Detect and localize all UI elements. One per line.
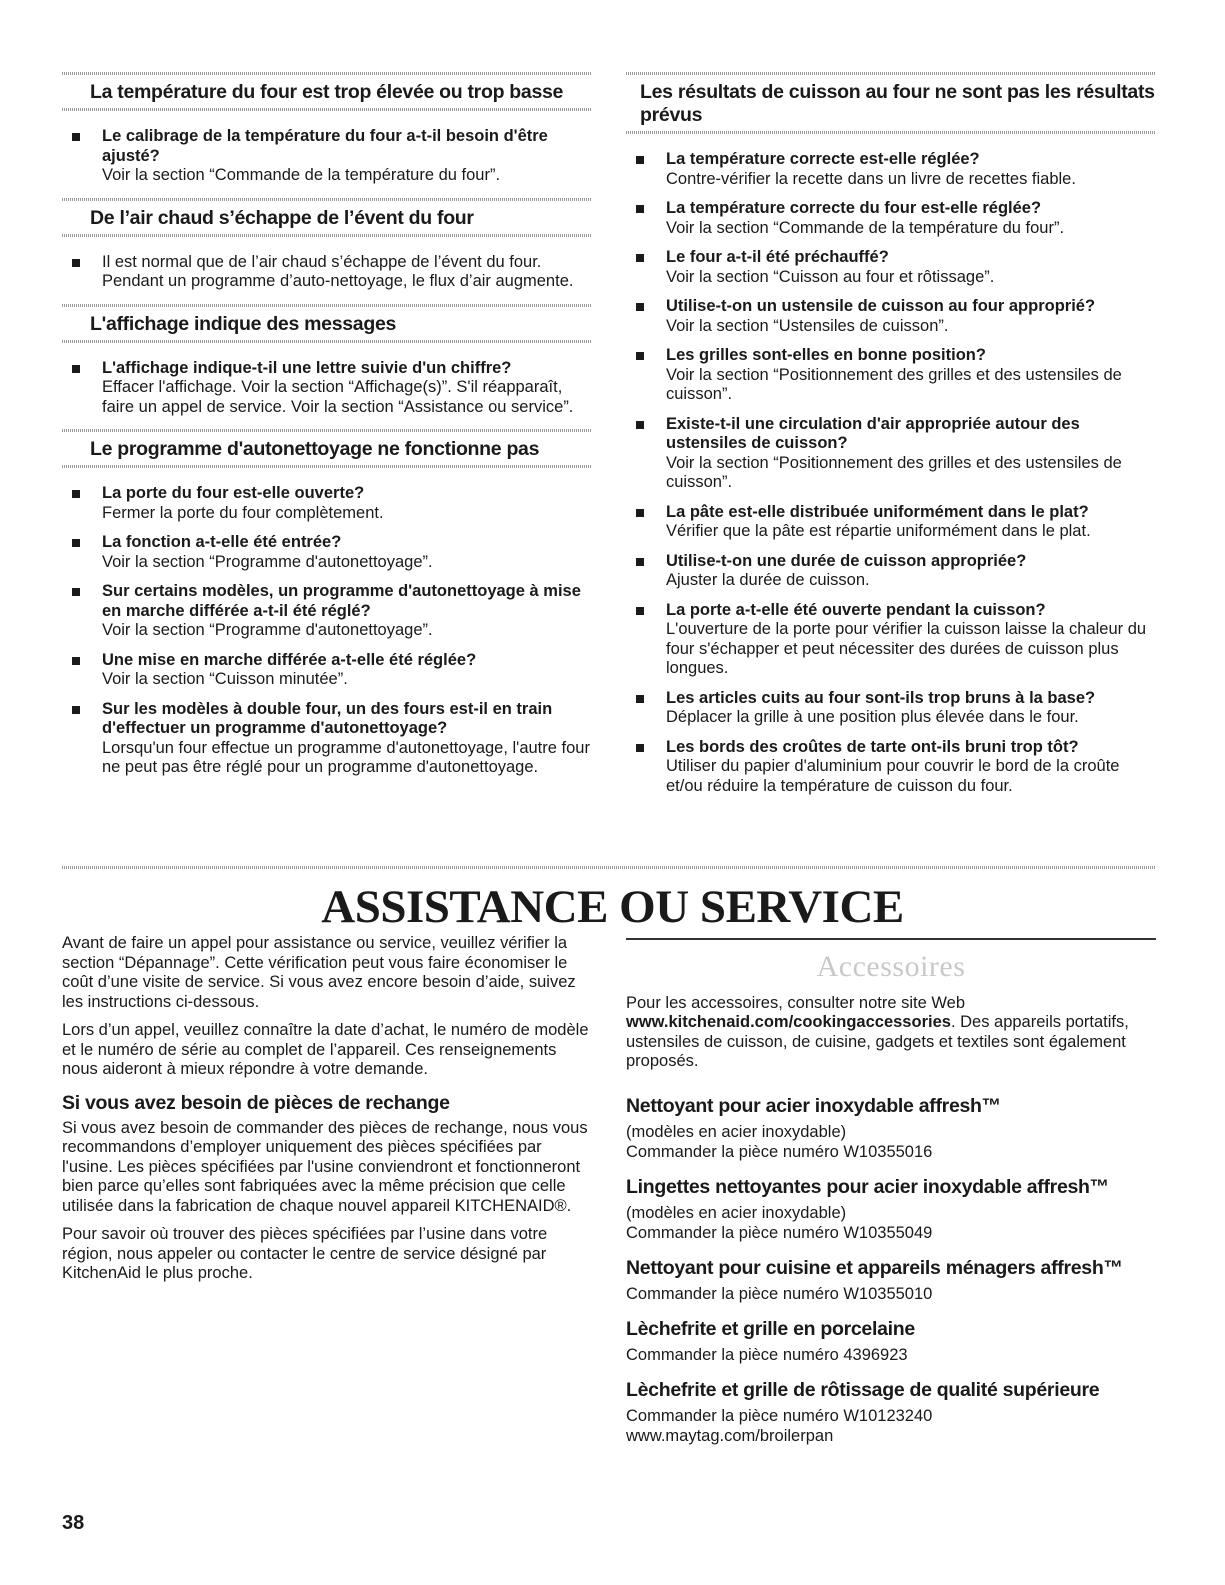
item-question: L'affichage indique-t-il une lettre suivie d'un chiffre? — [102, 358, 512, 377]
section-divider — [62, 866, 1156, 869]
accessory-link[interactable]: www.maytag.com/broilerpan — [626, 1426, 834, 1445]
item-answer: Voir la section “Programme d'autonettoyage”. — [102, 621, 433, 639]
parts-location-paragraph: Pour savoir où trouver des pièces spécifiées par l’usine dans votre région, nous appeler ou contacter le centre de service désigné par KitchenAid le plus proche. — [62, 1225, 548, 1282]
list-item — [62, 582, 592, 641]
square-bullet-icon — [72, 490, 80, 498]
item-answer: Voir la section “Positionnement des grilles et des ustensiles de cuisson”. — [666, 365, 1122, 403]
parts-heading: Si vous avez besoin de pièces de rechange — [62, 1091, 450, 1114]
item-question: Les bords des croûtes de tarte ont-ils bruni trop tôt? — [666, 737, 1079, 756]
accessory-line: Commander la pièce numéro W10355016 — [626, 1142, 933, 1161]
list-item — [62, 651, 592, 690]
item-question: Existe-t-il une circulation d'air appropriée autour des ustensiles de cuisson? — [666, 414, 1080, 452]
right-troubleshooting-column — [626, 72, 1156, 808]
section-oven-temperature — [62, 72, 592, 186]
accessory-item — [626, 1176, 1156, 1243]
list-item — [626, 689, 1156, 728]
section-rule — [62, 234, 592, 237]
item-answer: Voir la section “Ustensiles de cuisson”. — [666, 316, 949, 335]
list-item — [62, 359, 592, 418]
square-bullet-icon — [636, 607, 644, 615]
square-bullet-icon — [72, 657, 80, 665]
assistance-intro: Avant de faire un appel pour assistance ou service, veuillez vérifier la section “Dépannage”. Cette vérification peut vous faire économiser le coût d’une visite de service. Si vous avez encore besoin d’aide, suivez les instructions ci-dessous. — [62, 934, 576, 1011]
list-item — [626, 552, 1156, 591]
section-rule — [626, 131, 1156, 134]
parts-paragraph: Si vous avez besoin de commander des pièces de rechange, nous vous recommandons d’employer uniquement des pièces spécifiées par l'usine. Les pièces spécifiées par l'usine conviendront et fonctionneront bien parce qu’elles sont fabriquées avec la même précision que celle utilisée dans la fabrication de chaque nouvel appareil KITCHENAID®. — [62, 1118, 588, 1215]
accessory-heading: Lèchefrite et grille en porcelaine — [626, 1317, 915, 1340]
list-item — [626, 503, 1156, 542]
section-self-clean — [62, 429, 592, 778]
accessory-heading: Lèchefrite et grille de rôtissage de qualité supérieure — [626, 1378, 1100, 1401]
square-bullet-icon — [636, 303, 644, 311]
accessory-heading: Nettoyant pour acier inoxydable affresh™ — [626, 1094, 1001, 1117]
accessory-line: Commander la pièce numéro W10355049 — [626, 1223, 933, 1242]
section-heading: De l’air chaud s’échappe de l’évent du four — [90, 206, 474, 229]
square-bullet-icon — [72, 588, 80, 596]
list-item — [62, 533, 592, 572]
square-bullet-icon — [72, 259, 80, 267]
square-bullet-icon — [636, 509, 644, 517]
item-answer: Voir la section “Cuisson au four et rôtissage”. — [666, 267, 995, 286]
square-bullet-icon — [636, 744, 644, 752]
section-rule — [62, 108, 592, 111]
assistance-call-info: Lors d’un appel, veuillez connaître la date d’achat, le numéro de modèle et le numéro de série au complet de l’appareil. Ces renseignements nous aideront à mieux répondre à votre demande. — [62, 1021, 589, 1078]
assistance-column — [62, 934, 592, 1293]
section-heading: L'affichage indique des messages — [90, 312, 397, 335]
square-bullet-icon — [636, 254, 644, 262]
section-rule — [62, 340, 592, 343]
list-item — [626, 738, 1156, 797]
accessory-heading: Nettoyant pour cuisine et appareils ménagers affresh™ — [626, 1256, 1123, 1279]
item-question: Utilise-t-on un ustensile de cuisson au four approprié? — [666, 297, 1096, 315]
intro-text-end: . Des appareils portatifs, ustensiles de cuisson, de cuisine, gadgets et textiles sont également proposés. — [626, 1013, 1129, 1070]
square-bullet-icon — [72, 706, 80, 714]
item-question: La pâte est-elle distribuée uniformément dans le plat? — [666, 502, 1089, 521]
item-question: Les articles cuits au four sont-ils trop bruns à la base? — [666, 688, 1096, 707]
item-answer: Voir la section “Commande de la température du four”. — [666, 218, 1065, 237]
section-heading: Le programme d'autonettoyage ne fonctionne pas — [90, 438, 540, 460]
section-hot-air-vent — [62, 198, 592, 292]
item-question: Utilise-t-on une durée de cuisson appropriée? — [666, 551, 1027, 570]
item-question: Sur les modèles à double four, un des fours est-il en train d'effectuer un programme d'autonettoyage? — [102, 699, 553, 737]
square-bullet-icon — [636, 352, 644, 360]
accessory-item — [626, 1318, 1156, 1365]
item-question: La température correcte du four est-elle réglée? — [666, 199, 1042, 217]
accessory-item — [626, 1095, 1156, 1162]
list-item — [626, 150, 1156, 189]
item-answer: Contre-vérifier la recette dans un livre de recettes fiable. — [666, 169, 1076, 188]
list-item — [62, 700, 592, 778]
accessories-intro — [626, 994, 1156, 1072]
item-answer: Voir la section “Cuisson minutée”. — [102, 670, 348, 688]
item-answer: Lorsqu'un four effectue un programme d'autonettoyage, l'autre four ne peut pas être réglé pour un programme d'autonettoyage. — [102, 738, 590, 776]
square-bullet-icon — [72, 365, 80, 373]
accessory-heading: Lingettes nettoyantes pour acier inoxydable affresh™ — [626, 1175, 1109, 1198]
accessory-line: Commander la pièce numéro W10355010 — [626, 1284, 933, 1303]
accessory-line: (modèles en acier inoxydable) — [626, 1203, 847, 1222]
square-bullet-icon — [636, 558, 644, 566]
square-bullet-icon — [636, 156, 644, 164]
item-answer: Il est normal que de l’air chaud s’échappe de l’évent du four. Pendant un programme d’auto-nettoyage, le flux d’air augmente. — [102, 252, 574, 290]
intro-text: Pour les accessoires, consulter notre site Web — [626, 993, 966, 1012]
accessory-item — [626, 1379, 1156, 1446]
item-question: La porte du four est-elle ouverte? — [102, 484, 365, 502]
section-display-messages — [62, 304, 592, 418]
page-title: ASSISTANCE OU SERVICE — [321, 881, 904, 933]
square-bullet-icon — [72, 539, 80, 547]
page-number: 38 — [62, 1512, 85, 1534]
item-answer: Voir la section “Positionnement des grilles et des ustensiles de cuisson”. — [666, 453, 1122, 491]
list-item — [626, 199, 1156, 238]
item-answer: Voir la section “Programme d'autonettoyage”. — [102, 552, 433, 571]
list-item — [626, 346, 1156, 405]
item-question: La température correcte est-elle réglée? — [666, 150, 980, 168]
item-question: Une mise en marche différée a-t-elle été réglée? — [102, 650, 477, 669]
accessory-line: Commander la pièce numéro 4396923 — [626, 1345, 908, 1364]
list-item — [62, 253, 592, 292]
left-troubleshooting-column — [62, 72, 592, 790]
item-question: Le calibrage de la température du four a-t-il besoin d'être ajusté? — [102, 127, 548, 165]
item-question: Les grilles sont-elles en bonne position? — [666, 346, 986, 364]
item-question: La porte a-t-elle été ouverte pendant la cuisson? — [666, 600, 1046, 619]
item-answer: Ajuster la durée de cuisson. — [666, 571, 870, 589]
item-question: Sur certains modèles, un programme d'autonettoyage à mise en marche différée a-t-il été réglé? — [102, 582, 581, 620]
item-answer: Fermer la porte du four complètement. — [102, 503, 384, 522]
accessories-title: Accessoires — [816, 949, 966, 983]
item-question: Le four a-t-il été préchauffé? — [666, 248, 889, 266]
item-answer: L'ouverture de la porte pour vérifier la cuisson laisse la chaleur du four s'échapper et peut nécessiter des durées de cuisson plus longues. — [666, 620, 1147, 677]
square-bullet-icon — [636, 695, 644, 703]
accessories-website-link[interactable]: www.kitchenaid.com/cookingaccessories — [626, 1013, 951, 1031]
accessories-rule — [626, 938, 1156, 940]
item-answer: Vérifier que la pâte est répartie uniformément dans le plat. — [666, 522, 1091, 540]
list-item — [626, 601, 1156, 679]
section-heading: La température du four est trop élevée ou trop basse — [90, 81, 564, 103]
item-question: La fonction a-t-elle été entrée? — [102, 533, 342, 551]
item-answer: Déplacer la grille à une position plus élevée dans le four. — [666, 708, 1079, 726]
accessory-line: (modèles en acier inoxydable) — [626, 1122, 847, 1141]
list-item — [62, 484, 592, 523]
accessory-item — [626, 1257, 1156, 1304]
section-heading: Les résultats de cuisson au four ne sont pas les résultats prévus — [640, 81, 1155, 126]
square-bullet-icon — [72, 133, 80, 141]
list-item — [626, 297, 1156, 336]
list-item — [626, 248, 1156, 287]
item-answer: Utiliser du papier d'aluminium pour couvrir le bord de la croûte et/ou réduire la température de cuisson du four. — [666, 757, 1120, 795]
list-item — [626, 415, 1156, 493]
accessory-line: Commander la pièce numéro W10123240 — [626, 1406, 933, 1425]
item-answer: Effacer l'affichage. Voir la section “Affichage(s)”. S'il réapparaît, faire un appel de service. Voir la section “Assistance ou service”. — [102, 378, 574, 416]
accessories-column — [626, 938, 1156, 1460]
list-item — [62, 127, 592, 186]
square-bullet-icon — [636, 205, 644, 213]
item-answer: Voir la section “Commande de la température du four”. — [102, 166, 501, 184]
square-bullet-icon — [636, 421, 644, 429]
section-rule — [62, 465, 592, 468]
